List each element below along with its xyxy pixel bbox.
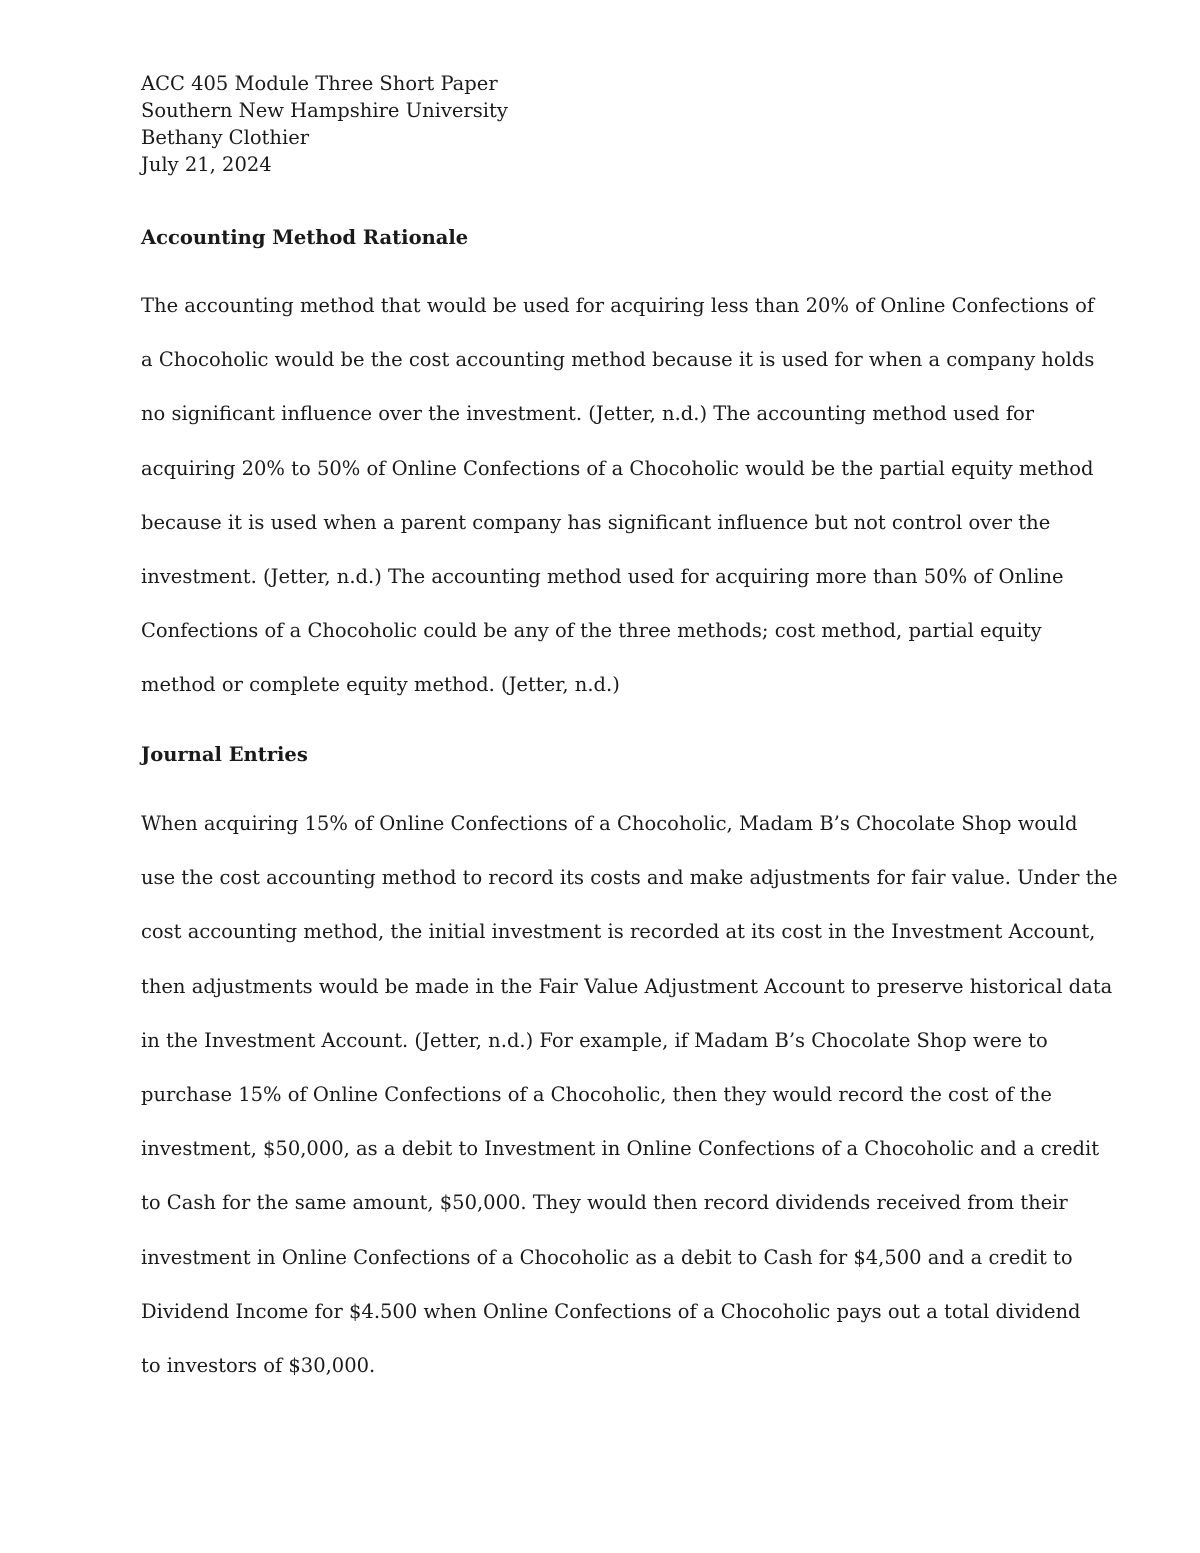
paragraph-line: then adjustments would be made in the Fair Value Adjustment Account to preserve historical data bbox=[141, 974, 1113, 998]
paragraph-line: cost accounting method, the initial investment is recorded at its cost in the Investment Account, bbox=[141, 920, 1096, 944]
paragraph-line: method or complete equity method. (Jetter, n.d.) bbox=[141, 673, 620, 697]
paragraph-journal-entries bbox=[141, 810, 1118, 1406]
paragraph-line: a Chocoholic would be the cost accounting method because it is used for when a company holds bbox=[141, 348, 1095, 372]
paragraph-line: investment, $50,000, as a debit to Investment in Online Confections of a Chocoholic and a credit bbox=[141, 1137, 1100, 1161]
paragraph-line: to investors of $30,000. bbox=[141, 1353, 376, 1377]
paragraph-line: Dividend Income for $4.500 when Online Confections of a Chocoholic pays out a total dividend bbox=[141, 1299, 1081, 1323]
paragraph-accounting-method-rationale bbox=[141, 292, 1095, 726]
paragraph-line: no significant influence over the investment. (Jetter, n.d.) The accounting method used for bbox=[141, 402, 1035, 426]
paragraph-line: in the Investment Account. (Jetter, n.d.) For example, if Madam B’s Chocolate Shop were to bbox=[141, 1028, 1048, 1052]
section-heading-accounting-method-rationale: Accounting Method Rationale bbox=[141, 226, 469, 249]
author-name: Bethany Clothier bbox=[141, 126, 310, 149]
paragraph-line: because it is used when a parent company has significant influence but not control over the bbox=[141, 510, 1051, 534]
course-title: ACC 405 Module Three Short Paper bbox=[141, 72, 498, 95]
paragraph-line: The accounting method that would be used for acquiring less than 20% of Online Confections of bbox=[141, 294, 1095, 317]
paragraph-line: purchase 15% of Online Confections of a Chocoholic, then they would record the cost of the bbox=[141, 1082, 1052, 1106]
paragraph-line: to Cash for the same amount, $50,000. They would then record dividends received from their bbox=[141, 1191, 1068, 1215]
section-heading-journal-entries: Journal Entries bbox=[141, 743, 308, 766]
paragraph-line: acquiring 20% to 50% of Online Confections of a Chocoholic would be the partial equity method bbox=[141, 456, 1094, 480]
document-header bbox=[141, 70, 508, 178]
paragraph-line: Confections of a Chocoholic could be any of the three methods; cost method, partial equity bbox=[141, 619, 1042, 643]
university-name: Southern New Hampshire University bbox=[141, 99, 508, 122]
paragraph-line: investment. (Jetter, n.d.) The accounting method used for acquiring more than 50% of Online bbox=[141, 564, 1064, 588]
paragraph-line: When acquiring 15% of Online Confections of a Chocoholic, Madam B’s Chocolate Shop would bbox=[141, 812, 1078, 835]
paragraph-line: investment in Online Confections of a Chocoholic as a debit to Cash for $4,500 and a credit to bbox=[141, 1245, 1073, 1269]
paragraph-line: use the cost accounting method to record its costs and make adjustments for fair value. Under the bbox=[141, 866, 1118, 890]
document-date: July 21, 2024 bbox=[141, 153, 272, 176]
